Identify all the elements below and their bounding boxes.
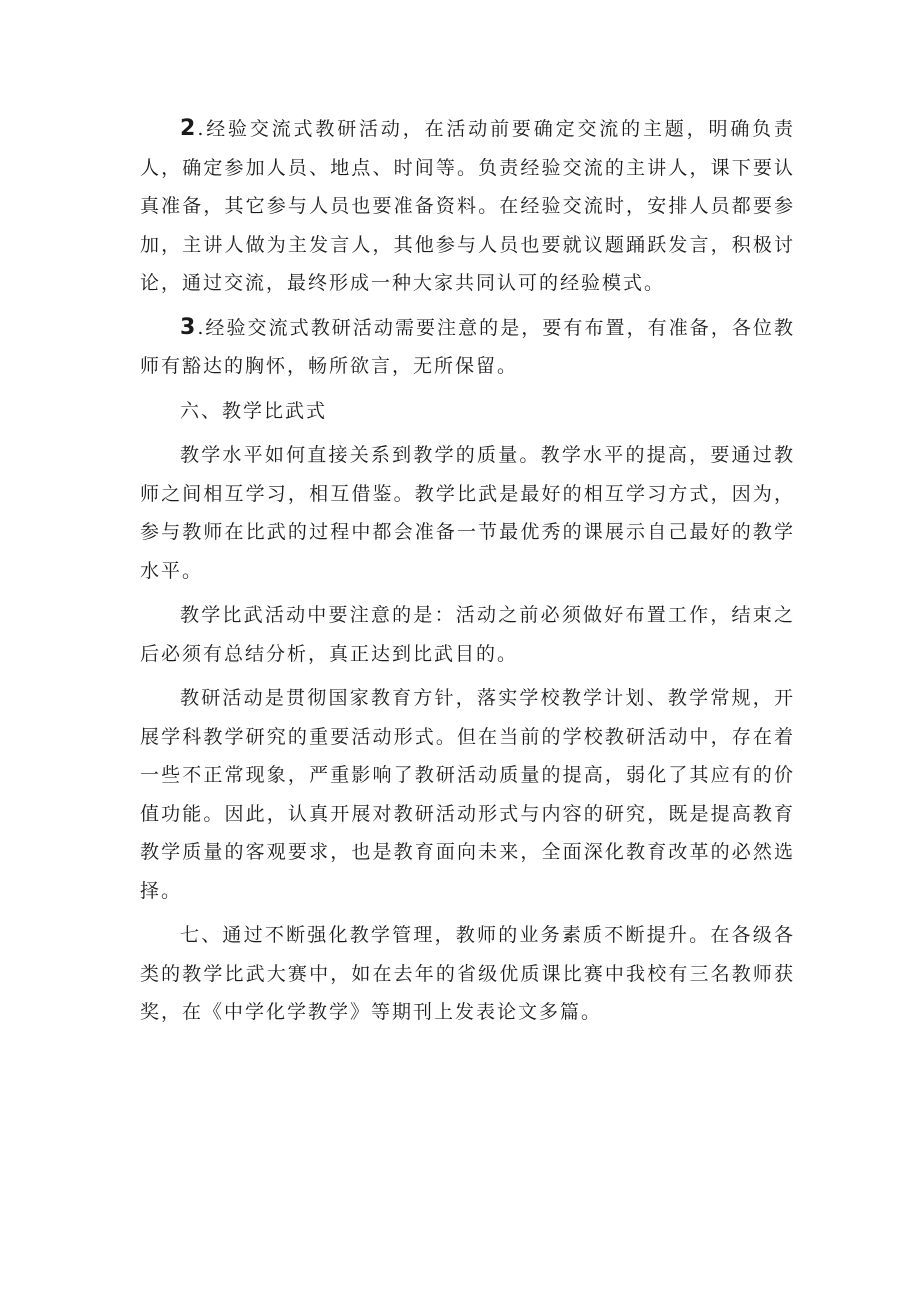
- item-number: 3: [180, 314, 196, 340]
- paragraph-text: 教研活动是贯彻国家教育方针，落实学校教学计划、教学常规，开展学科教学研究的重要活动形式。但在当前的学校教研活动中，存在着一些不正常现象，严重影响了教研活动质量的提高，弱化了其应有的价值功能。因此，认真开展对教研活动形式与内容的研究，既是提高教育教学质量的客观要求，也是教育面向未来，全面深化教育改革的必然选择。: [140, 687, 795, 902]
- paragraph-competition-notes: [140, 596, 795, 673]
- paragraph-experience-exchange: [140, 110, 795, 303]
- item-number: 2: [180, 116, 196, 141]
- paragraph-text: 教学水平如何直接关系到教学的质量。教学水平的提高，要通过教师之间相互学习，相互借鉴。教学比武是最好的相互学习方式，因为，参与教师在比武的过程中都会准备一节最优秀的课展示自己最好的教学水平。: [140, 444, 795, 582]
- paragraph-text: .经验交流式教研活动需要注意的是，要有布置，有准备，各位教师有豁达的胸怀，畅所欲言，无所保留。: [140, 316, 795, 377]
- paragraph-exchange-notes: [140, 309, 795, 386]
- paragraph-teaching-level: [140, 436, 795, 590]
- paragraph-text: .经验交流式教研活动，在活动前要确定交流的主题，明确负责人，确定参加人员、地点、时间等。负责经验交流的主讲人，课下要认真准备，其它参与人员也要准备资料。在经验交流时，安排人员都要参加，主讲人做为主发言人，其他参与人员也要就议题踊跃发言，积极讨论，通过交流，最终形成一种大家共同认可的经验模式。: [140, 118, 795, 294]
- paragraph-management-results: [140, 916, 795, 1032]
- document-body: [140, 110, 795, 1032]
- paragraph-research-importance: [140, 679, 795, 910]
- paragraph-text: 教学比武活动中要注意的是：活动之前必须做好布置工作，结束之后必须有总结分析，真正达到比武目的。: [140, 604, 795, 665]
- heading-text: 六、教学比武式: [180, 399, 328, 422]
- section-heading-teaching-competition: [140, 392, 795, 431]
- paragraph-text: 七、通过不断强化教学管理，教师的业务素质不断提升。在各级各类的教学比武大赛中，如在去年的省级优质课比赛中我校有三名教师获奖，在《中学化学教学》等期刊上发表论文多篇。: [140, 924, 795, 1023]
